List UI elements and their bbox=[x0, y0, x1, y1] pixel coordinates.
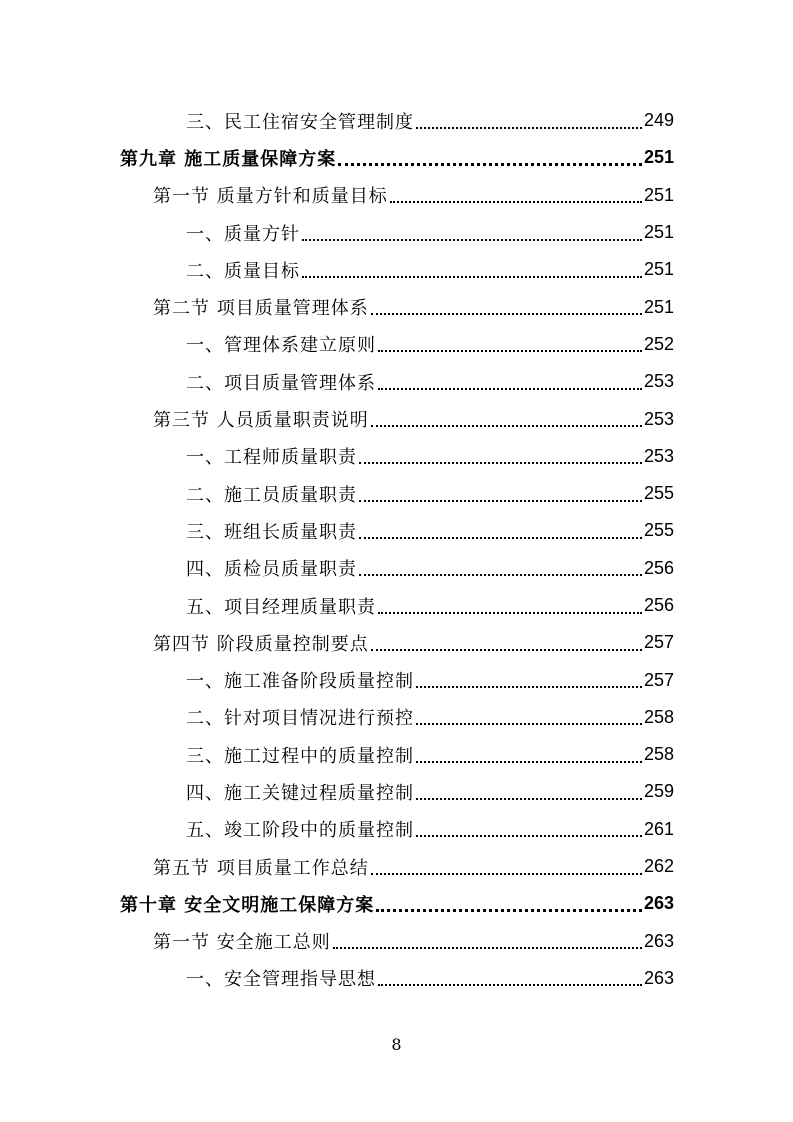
toc-dot-leader bbox=[378, 388, 642, 390]
toc-entry-page: 259 bbox=[643, 781, 674, 802]
toc-entry[interactable] bbox=[0, 251, 793, 288]
toc-entry[interactable] bbox=[0, 587, 793, 624]
toc-entry-page: 253 bbox=[643, 445, 674, 466]
toc-chapter-entry[interactable] bbox=[0, 885, 793, 922]
toc-entry-page: 251 bbox=[643, 296, 674, 317]
toc-dot-leader bbox=[359, 500, 642, 502]
toc-dot-leader bbox=[416, 761, 642, 763]
toc-entry-label: 第五节 项目质量工作总结 bbox=[153, 857, 369, 879]
toc-dot-leader bbox=[378, 350, 642, 352]
toc-entry-page: 257 bbox=[643, 669, 674, 690]
toc-entry-page: 256 bbox=[643, 595, 674, 615]
page-number: 8 bbox=[391, 1035, 402, 1054]
toc-dot-leader bbox=[416, 127, 642, 129]
toc-entry-label: 四、质检员质量职责 bbox=[186, 559, 357, 581]
toc-entry-page: 253 bbox=[643, 371, 674, 392]
toc-entry-label: 二、针对项目情况进行预控 bbox=[186, 708, 414, 730]
toc-entry[interactable] bbox=[0, 550, 793, 587]
toc-entry-page: 253 bbox=[643, 408, 674, 429]
toc-entry-label: 第二节 项目质量管理体系 bbox=[153, 298, 369, 320]
toc-dot-leader bbox=[378, 612, 642, 614]
toc-entry-page: 263 bbox=[643, 930, 674, 951]
toc-entry-page: 251 bbox=[643, 147, 674, 168]
toc-entry-label: 第一节 质量方针和质量目标 bbox=[153, 186, 388, 208]
toc-dot-leader bbox=[416, 798, 642, 800]
toc-section-entry[interactable] bbox=[0, 400, 793, 437]
toc-dot-leader bbox=[416, 723, 642, 725]
toc-entry-page: 249 bbox=[643, 110, 674, 131]
toc-entry-label: 一、管理体系建立原则 bbox=[186, 335, 376, 357]
toc-entry-page: 256 bbox=[643, 557, 674, 578]
toc-dot-leader bbox=[371, 873, 642, 875]
toc-entry-label: 一、工程师质量职责 bbox=[186, 447, 357, 469]
toc-entry-page: 258 bbox=[643, 706, 674, 727]
toc-entry[interactable] bbox=[0, 326, 793, 363]
toc-entry[interactable] bbox=[0, 773, 793, 810]
toc-entry[interactable] bbox=[0, 363, 793, 400]
toc-dot-leader bbox=[416, 835, 642, 837]
toc-entry-page: 255 bbox=[643, 520, 674, 541]
toc-entry[interactable] bbox=[0, 699, 793, 736]
toc-entry[interactable] bbox=[0, 102, 793, 139]
toc-entry-page: 263 bbox=[643, 967, 674, 988]
toc-entry-page: 263 bbox=[643, 893, 674, 914]
toc-entry-label: 第十章 安全文明施工保障方案 bbox=[120, 894, 375, 916]
toc-dot-leader bbox=[302, 276, 642, 278]
toc-entry-label: 第三节 人员质量职责说明 bbox=[153, 410, 369, 432]
toc-entry-label: 二、质量目标 bbox=[186, 260, 300, 282]
toc-entry-label: 第九章 施工质量保障方案 bbox=[120, 148, 337, 170]
toc-entry-label: 三、民工住宿安全管理制度 bbox=[186, 111, 414, 133]
toc-dot-leader bbox=[371, 649, 642, 651]
toc-entry-label: 一、安全管理指导思想 bbox=[186, 969, 376, 991]
toc-entry[interactable] bbox=[0, 811, 793, 848]
toc-entry[interactable] bbox=[0, 512, 793, 549]
toc-dot-leader bbox=[302, 239, 642, 241]
toc-dot-leader bbox=[376, 909, 642, 912]
toc-section-entry[interactable] bbox=[0, 923, 793, 960]
toc-section-entry[interactable] bbox=[0, 288, 793, 325]
toc-entry-label: 第四节 阶段质量控制要点 bbox=[153, 633, 369, 655]
toc-section-entry[interactable] bbox=[0, 848, 793, 885]
toc-entry-page: 255 bbox=[643, 483, 674, 504]
toc-chapter-entry[interactable] bbox=[0, 139, 793, 176]
toc-dot-leader bbox=[359, 537, 642, 539]
toc-entry[interactable] bbox=[0, 661, 793, 698]
toc-entry-page: 261 bbox=[643, 818, 674, 839]
toc-entry-label: 二、项目质量管理体系 bbox=[186, 372, 376, 394]
toc-entry-label: 三、施工过程中的质量控制 bbox=[186, 745, 414, 767]
toc-entry[interactable] bbox=[0, 438, 793, 475]
toc-entry-label: 五、项目经理质量职责 bbox=[186, 596, 376, 618]
table-of-contents bbox=[0, 102, 793, 997]
toc-entry-label: 二、施工员质量职责 bbox=[186, 484, 357, 506]
toc-entry-page: 262 bbox=[643, 856, 674, 877]
toc-dot-leader bbox=[371, 425, 642, 427]
toc-dot-leader bbox=[371, 313, 642, 315]
toc-entry[interactable] bbox=[0, 736, 793, 773]
toc-dot-leader bbox=[378, 984, 642, 986]
toc-dot-leader bbox=[359, 462, 642, 464]
toc-entry-label: 第一节 安全施工总则 bbox=[153, 932, 331, 954]
toc-entry[interactable] bbox=[0, 475, 793, 512]
toc-dot-leader bbox=[390, 201, 642, 203]
toc-dot-leader bbox=[338, 163, 642, 166]
toc-entry-page: 251 bbox=[643, 222, 674, 243]
toc-entry-label: 五、竣工阶段中的质量控制 bbox=[186, 820, 414, 842]
toc-dot-leader bbox=[359, 574, 642, 576]
toc-entry-page: 258 bbox=[643, 744, 674, 765]
toc-entry-label: 一、质量方针 bbox=[186, 223, 300, 245]
toc-entry-page: 257 bbox=[643, 632, 674, 653]
toc-entry-page: 251 bbox=[643, 184, 674, 205]
toc-entry-label: 三、班组长质量职责 bbox=[186, 521, 357, 543]
toc-entry-page: 252 bbox=[643, 333, 674, 354]
toc-entry-label: 一、施工准备阶段质量控制 bbox=[186, 671, 414, 693]
toc-entry[interactable] bbox=[0, 960, 793, 997]
toc-dot-leader bbox=[333, 947, 642, 949]
toc-dot-leader bbox=[416, 686, 642, 688]
toc-section-entry[interactable] bbox=[0, 624, 793, 661]
toc-section-entry[interactable] bbox=[0, 177, 793, 214]
toc-entry-label: 四、施工关键过程质量控制 bbox=[186, 782, 414, 804]
toc-entry[interactable] bbox=[0, 214, 793, 251]
toc-entry-page: 251 bbox=[643, 259, 674, 280]
